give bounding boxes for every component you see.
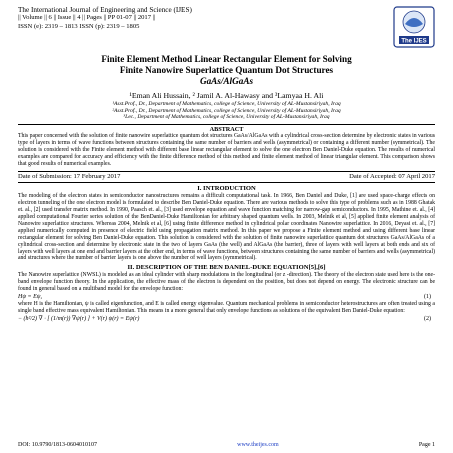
- footer-url[interactable]: www.theijes.com: [237, 442, 279, 448]
- title-line-1: Finite Element Method Linear Rectangular Element for Solving: [101, 54, 352, 64]
- divider-dates-bottom: [18, 182, 435, 183]
- date-submission: Date of Submission: 17 February 2017: [18, 172, 121, 180]
- date-row: [18, 172, 435, 182]
- journal-info: [18, 6, 435, 31]
- date-accepted: Date of Accepted: 07 April 2017: [349, 172, 435, 180]
- introduction-text: The modeling of the electron states in semiconductor nanostructures remains a difficult computational task. In 1966, Ben Daniel and Duke, [1] are used space-charge effects on electron tunneling of the one electron model is formulated to describe Ben Daniel-Duke equation. There are various methods to solve this type of problems such as in 1988 Ghatak et. al., [2] used transfer matrix method. In 1990, Paasch et. al., [3] used envelope equation and wave function matching for narrow-gap semiconductors. In 1995, Mathine et. al., [4] applied computational Fourier series solution of the BenDaniel-Duke Hamiltonian for arbitrary shaped quantum wells. In 2003, Melnik et al, [5] applied finite element analysis of Nanowire superlattice structures. Whereas 2004, Melnik et al, [6] using finite difference method in cylindrical polar coordinates Nanowire superlattice. In 2016, Deyasi et. al., [7] applied numerically computed in presence of electric field using propagation matrix method. In this paper we propose a Finite element method and using different base linear rectangular element for solving Ben Daniel-Duke equation. This solution is considered with the solution of finite nanowire superlattice quantum dot structures GaAs/AlGaAs of a cylindrical cross-section and determine by electronic state in the two of layers GaAs (the well) and AlGaAs (the barrier), three of layers with well layers at both ends and six of layers with well layers at one end and barrier layers at the other end, in terms of wave functions, between structures containing the same number of barriers and wells (asymmetrical) and structures where the number of barrier layers is one above the number of well layers (symmetrical).: [18, 192, 435, 262]
- equation-2-row: [18, 315, 435, 323]
- introduction-heading: I. INTRODUCTION: [197, 184, 256, 192]
- page-footer: [18, 442, 435, 449]
- journal-name: The International Journal of Engineering and Science (IJES): [18, 6, 192, 14]
- paper-title: [18, 54, 435, 87]
- affiliation-2: ²Asst.Prof., Dr., Department of Mathematics, college of Science, University of AL-Mustansiriyah, Iraq: [112, 107, 341, 114]
- divider-abstract-top: [18, 124, 435, 125]
- equation-2: − (ħ²/2) ∇ · [ (1/m(r)) ∇ψ(r) ] + V(r) ψ(r) = Eψ(r): [18, 316, 140, 323]
- equation-2-number: (2): [424, 316, 431, 323]
- affiliations: [18, 101, 435, 121]
- journal-header: [18, 6, 435, 52]
- footer-doi: DOI: 10.9790/1813-0604010107: [18, 442, 97, 448]
- affiliation-1: ¹Asst.Prof., Dr., Department of Mathematics, college of Science, University of AL-Mustansiriyah, Iraq: [112, 101, 341, 107]
- journal-logo: [393, 6, 435, 48]
- abstract-text: This paper concerned with the solution of finite nanowire superlattice quantum dot structures GaAs/AlGaAs with a cylindrical cross-section determine by electronic states in various type of layers in terms of wave functions between structures containing the same number of barriers and wells (asymmetrical) or containing a different number (symmetrical). The solution is considered with the Finite element method with different base linear rectangular element to solve the one electron Ben Daniel-Duke equation. The results of numerical examples are compared for accuracy and efficiency with the finite difference method of this method and finite element method of linear triangular element. This comparison shows that good results of numerical examples.: [18, 133, 435, 167]
- section-2-heading: II. DESCRIPTION OF THE BEN DANIEL-DUKE EQUATION[5],[6]: [127, 264, 326, 272]
- volume-line: || Volume || 6 || Issue || 4 || Pages || PP 01-07 || 2017 ||: [18, 14, 156, 22]
- title-line-2: Finite Nanowire Superlattice Quantum Dot Structures: [119, 65, 334, 75]
- logo-text: The IJES: [401, 38, 427, 45]
- equation-1-number: (1): [424, 294, 431, 301]
- equation-1: Hψ = Eψ,: [18, 294, 42, 301]
- section-2-text-1: The Nanowire superlattice (NWSL) is modeled as an ideal cylinder with sharp modulations in the longitudinal (or z -direction). The theory of the electron state used here is the one-band envelope function theory. In the application, the effective mass of the electron is dependent on the position, but does not depend on energy. The electronic structure can be found in general based on a multiband model for the envelope function:: [18, 272, 435, 293]
- section-2-text-2: where H is the Hamiltonian, ψ is called eigenfunction, and E is called energy eigenvalue. Quantum mechanical problems in semiconductor heterostructures are often treated using a single band effective mass equivalent Hamiltonian. This means in a more general that only envelope functions as solutions of the equivalent Ben Daniel-Duke equation:: [18, 301, 435, 315]
- author-list: ¹Eman Ali Hussain, ² Jamil A. Al-Hawasy and ³Lamyaa H. Ali: [129, 91, 324, 100]
- title-line-3: GaAs/AlGaAs: [199, 76, 254, 86]
- footer-page-number: Page 1: [418, 442, 435, 448]
- issn-line: ISSN (e): 2319 – 1813 ISSN (p): 2319 – 1805: [18, 22, 140, 30]
- abstract-heading: ABSTRACT: [209, 126, 244, 134]
- affiliation-3: ³Lec., Department of Mathematics, college of Science, University of AL-Mustansiriyah, Iraq: [123, 114, 330, 121]
